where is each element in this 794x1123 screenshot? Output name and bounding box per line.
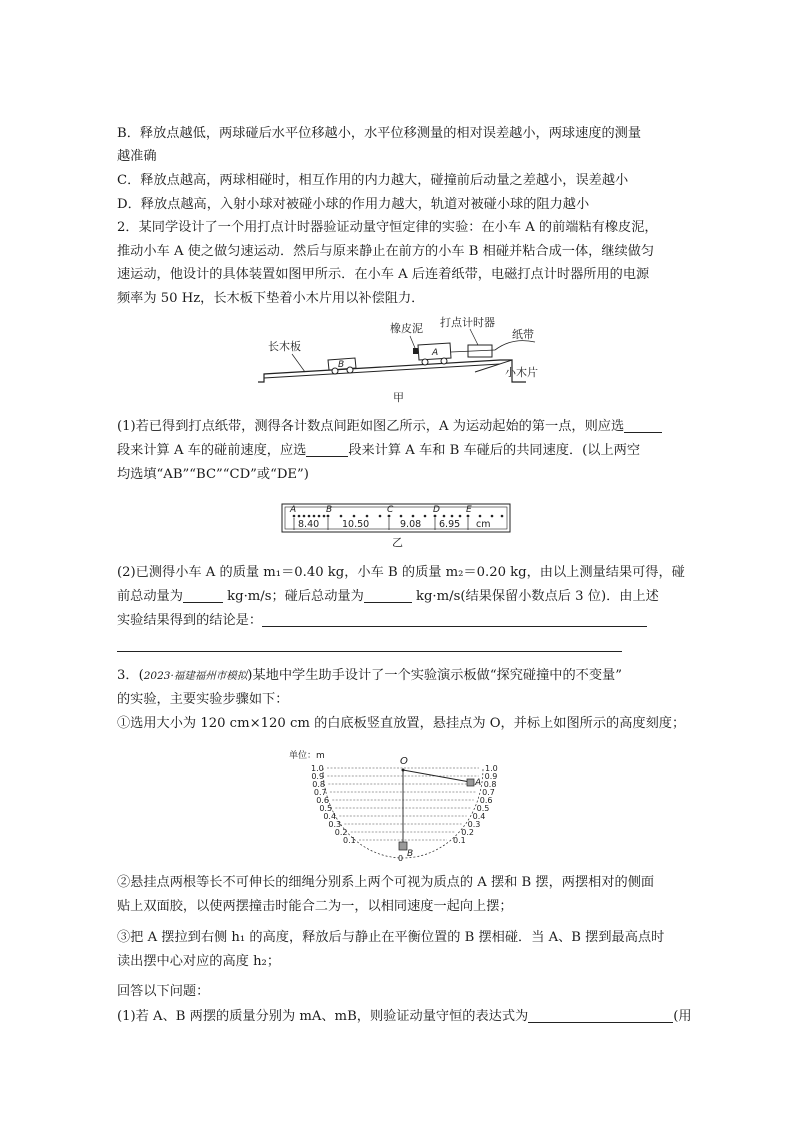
tape-dot	[479, 515, 482, 518]
q3-line1	[117, 666, 622, 686]
q2-part1-line1	[117, 417, 662, 437]
label-tape: 纸带	[512, 328, 534, 341]
ball-b	[399, 842, 407, 850]
q3-part1-end: (用	[673, 1009, 692, 1024]
tape-dot	[327, 515, 330, 518]
q3-line2: 的实验，主要实验步骤如下：	[117, 692, 289, 707]
tape-point-c: C	[387, 505, 394, 515]
tick-label-left: 0.2	[334, 828, 348, 837]
tick-label-right: 0.9	[484, 772, 498, 781]
q3-text-b: )某地中学生助手设计了一个实验演示板做“探究碰撞中的不变量”	[247, 668, 622, 683]
q3-answer-intro: 回答以下问题：	[117, 984, 210, 999]
q2-part1-line3: 均选填“AB”“BC”“CD”或“DE”)	[117, 467, 309, 482]
option-d: D．释放点越高，入射小球对被碰小球的作用力越大，轨道对被碰小球的阻力越小	[117, 197, 590, 212]
tape-distance-ab: 8.40	[298, 519, 320, 530]
tick-label-left: 0.9	[311, 772, 325, 781]
tape-dot	[451, 515, 454, 518]
label-timer: 打点计时器	[440, 316, 495, 329]
tape-distance-de: 6.95	[439, 519, 461, 530]
q2-part2-text-b3: kg·m/s(结果保留小数点后 3 位)．由上述	[416, 589, 659, 604]
q3-part1-text: (1)若 A、B 两摆的质量分别为 mA、mB，则验证动量守恒的表达式为	[117, 1009, 529, 1024]
answer-blank-3[interactable]	[183, 588, 223, 603]
tape-dot	[501, 515, 504, 518]
q2-line4: 频率为 50 Hz，长木板下垫着小木片用以补偿阻力．	[117, 291, 425, 306]
tape-point-e: E	[466, 505, 472, 515]
tick-label-right: 0.3	[467, 820, 481, 829]
q3-part1	[117, 1007, 692, 1027]
q3-step2-line1: ②悬挂点两根等长不可伸长的细绳分别系上两个可视为质点的 A 摆和 B 摆，两摆相对的侧面	[117, 875, 655, 890]
q2-line1: 2．某同学设计了一个用打点计时器验证动量守恒定律的实验：在小车 A 的前端粘有橡皮泥，	[117, 220, 658, 235]
q2-line3: 速运动，他设计的具体装置如图甲所示．在小车 A 后连着纸带，电磁打点计时器所用的电源	[117, 267, 650, 282]
tape-dot	[412, 515, 415, 518]
answer-blank-4[interactable]	[364, 588, 412, 603]
tape-distance-bc: 10.50	[342, 519, 370, 530]
tick-label-left: 0.8	[312, 780, 326, 789]
tape-unit: cm	[476, 519, 491, 530]
board-unit-label: 单位：m	[289, 751, 325, 761]
ball-b-label: B	[407, 849, 414, 859]
q2-part1-text-c: 段来计算 A 车和 B 车碰后的共同速度．(以上两空	[348, 443, 641, 458]
caption-yi: 乙	[392, 536, 403, 549]
q2-part2-text-c: 实验结果得到的结论是：	[117, 613, 263, 628]
q2-part1-text-a: (1)若已得到打点纸带，测得各计数点间距如图乙所示，A 为运动起始的第一点，则应选	[117, 419, 625, 434]
tape-dot	[443, 515, 446, 518]
tick-label-right: 1.0	[485, 764, 498, 773]
q2-part1-text-b: 段来计算 A 车的碰前速度，应选	[117, 443, 307, 458]
tape-distance-cd: 9.08	[400, 519, 422, 530]
answer-blank-1[interactable]	[624, 418, 662, 433]
tape-point-d: D	[433, 505, 440, 515]
cart-b-label: B	[338, 360, 345, 370]
tick-label-right: 0.5	[476, 804, 490, 813]
tape-dot	[366, 515, 369, 518]
tape-dot	[434, 515, 437, 518]
tick-label-right: 0.2	[461, 828, 474, 837]
point-o: O	[400, 756, 408, 767]
tape-dot	[388, 515, 391, 518]
label-long-board: 长木板	[268, 340, 301, 353]
q2-part2-text-b1: 前总动量为	[117, 589, 183, 604]
label-putty: 橡皮泥	[390, 322, 423, 335]
q2-part1-line2	[117, 441, 640, 461]
tick-label-left: 0.3	[328, 820, 342, 829]
tape-dot	[313, 515, 316, 518]
tape-point-b: B	[326, 505, 333, 515]
tick-label-right: 0.4	[472, 812, 486, 821]
tick-label-left: 0.4	[323, 812, 337, 821]
tape-dot	[353, 515, 356, 518]
ball-a	[467, 779, 474, 786]
option-b-line1: B．释放点越低，两球碰后水平位移越小，水平位移测量的相对误差越小，两球速度的测量	[117, 126, 641, 141]
option-b-line2: 越准确	[117, 149, 157, 164]
tick-label-right: 0.6	[479, 796, 493, 805]
tick-label-right: 0.7	[482, 788, 495, 797]
tape-dot	[459, 515, 462, 518]
option-c: C．释放点越高，两球相碰时，相互作用的内力越大，碰撞前后动量之差越小，误差越小	[117, 173, 629, 188]
answer-blank-5[interactable]	[262, 612, 647, 627]
answer-blank-2[interactable]	[306, 442, 348, 457]
tick-label-left: 0.7	[313, 788, 327, 797]
ball-a-label: A	[475, 778, 482, 788]
q2-part2-line3	[117, 611, 647, 631]
tick-label-left: 1.0	[311, 764, 324, 773]
q3-step1: ①选用大小为 120 cm×120 cm 的白底板竖直放置，悬挂点为 O，并标上如图所示的高度刻度；	[117, 716, 686, 731]
tape-dot	[308, 515, 311, 518]
q2-part2-text-b2: kg·m/s；碰后总动量为	[227, 589, 364, 604]
tape-point-a: A	[290, 505, 297, 515]
tape-dot	[491, 515, 494, 518]
label-wedge: 小木片	[505, 366, 538, 379]
figure-tape	[280, 500, 515, 550]
figure-pendulum-board	[283, 748, 513, 866]
q3-step3-line2: 读出摆中心对应的高度 h₂；	[117, 954, 281, 969]
tick-label-left: 0.6	[316, 796, 329, 805]
tick-label-right: 0.8	[483, 780, 497, 789]
tape-dot	[424, 515, 427, 518]
tape-dot	[400, 515, 403, 518]
cart-a	[413, 343, 451, 365]
tape-dot	[303, 515, 306, 518]
tape-dot	[298, 515, 301, 518]
q3-step2-line2: 贴上双面胶，以使两摆撞击时能合二为一，以相同速度一起向上摆；	[117, 899, 513, 914]
answer-blank-7[interactable]	[528, 1008, 673, 1023]
q3-step3-line1: ③把 A 摆拉到右侧 h₁ 的高度，释放后与静止在平衡位置的 B 摆相碰．当 A、B 摆到最高点时	[117, 930, 665, 945]
tape-dot	[318, 515, 321, 518]
tick-label-zero: 0	[398, 854, 404, 863]
tape-dot	[379, 515, 382, 518]
q2-part2-line1: (2)已测得小车 A 的质量 m₁＝0.40 kg，小车 B 的质量 m₂＝0.20 kg，由以上测量结果可得，碰	[117, 565, 685, 580]
answer-blank-6[interactable]	[117, 651, 622, 652]
q3-source: 2023·福建福州市模拟	[143, 670, 248, 682]
q3-text-a: 3．(	[117, 668, 144, 683]
caption-jia: 甲	[393, 391, 404, 404]
tick-label-left: 0.1	[343, 836, 356, 845]
cart-a-label: A	[432, 348, 439, 358]
tape-dot	[340, 515, 343, 518]
tape-dot	[293, 515, 296, 518]
tick-label-right: 0.1	[453, 836, 466, 845]
q2-part2-line2	[117, 587, 659, 607]
tape-dot	[467, 515, 470, 518]
q2-line2: 推动小车 A 使之做匀速运动．然后与原来静止在前方的小车 B 相碰并粘合成一体，继续做匀	[117, 244, 655, 259]
cart-b	[328, 358, 356, 374]
tape-dot	[323, 515, 326, 518]
tick-label-left: 0.5	[319, 804, 333, 813]
figure-cart-apparatus	[250, 312, 550, 407]
